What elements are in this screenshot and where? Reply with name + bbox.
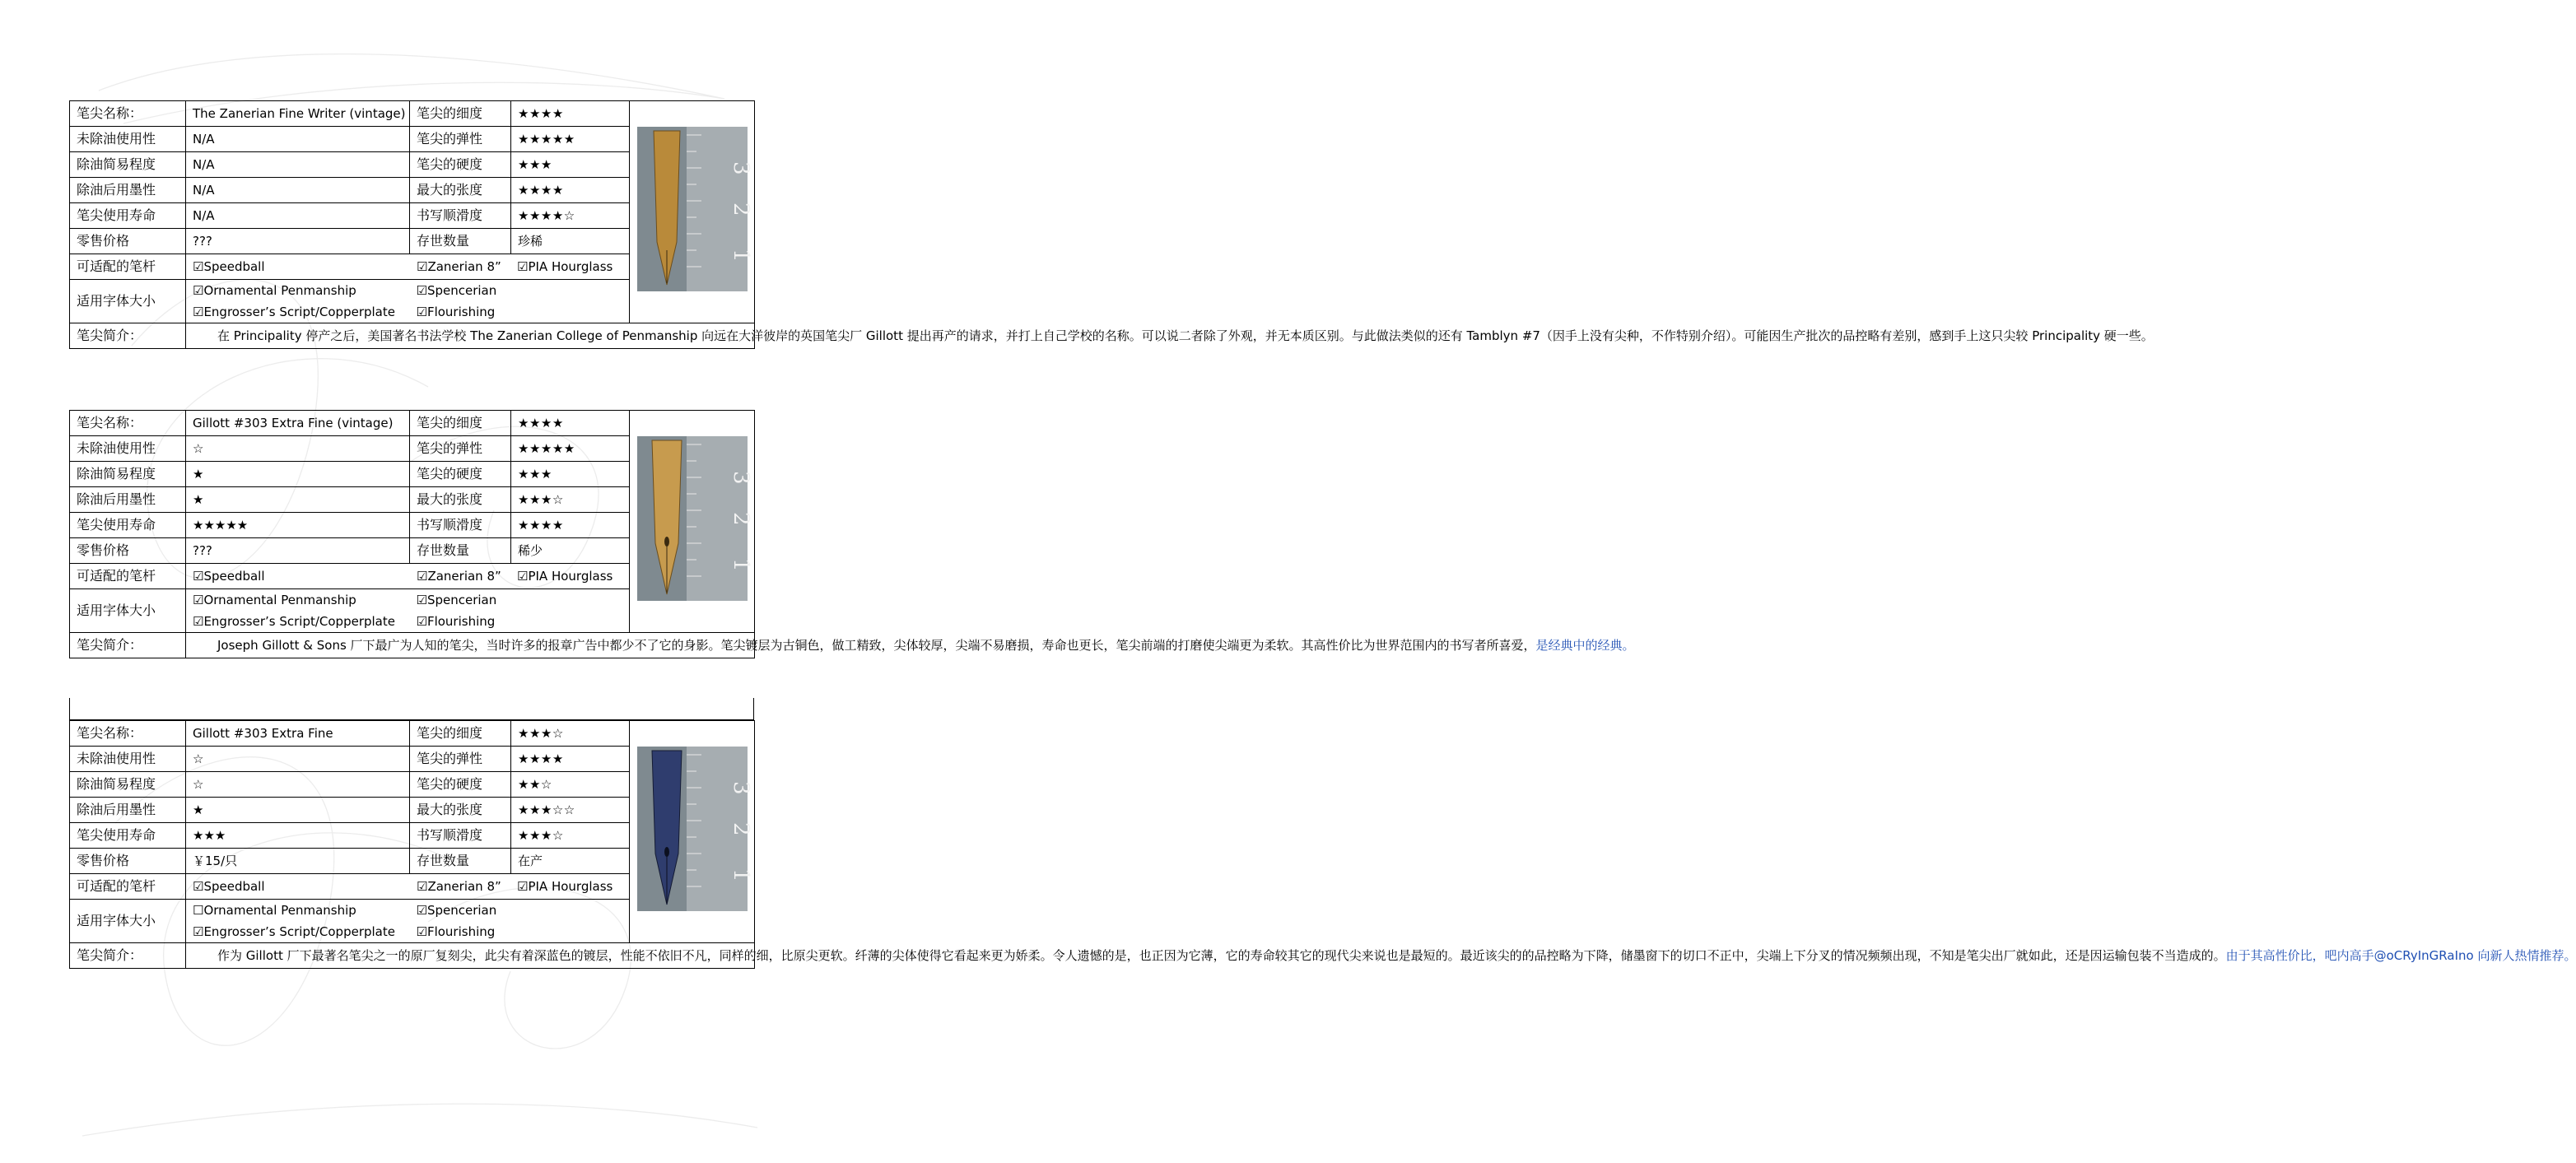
- label-life: 笔尖使用寿命: [70, 513, 186, 538]
- holder-pia: ☑PIA Hourglass: [517, 879, 613, 894]
- script-ornamental: ☑Ornamental Penmanship: [193, 593, 356, 607]
- life-value: N/A: [186, 203, 410, 229]
- script-ornamental: ☑Ornamental Penmanship: [193, 283, 356, 298]
- script-spencerian: ☑Spencerian: [416, 283, 497, 298]
- ease-value: N/A: [186, 152, 410, 178]
- price-value: ???: [186, 229, 410, 254]
- label-spread: 最大的张度: [410, 178, 511, 203]
- holder-speedball: ☑Speedball: [193, 569, 265, 584]
- label-ink: 除油后用墨性: [70, 178, 186, 203]
- label-ease: 除油简易程度: [70, 772, 186, 798]
- label-price: 零售价格: [70, 849, 186, 874]
- stock-value: 稀少: [511, 538, 630, 564]
- scripts-col-b: [410, 900, 630, 943]
- label-flex: 笔尖的弹性: [410, 127, 511, 152]
- label-unpolished: 未除油使用性: [70, 747, 186, 772]
- ease-value: ☆: [186, 772, 410, 798]
- script-ornamental: ☐Ornamental Penmanship: [193, 903, 356, 918]
- holder-zanerian: ☑Zanerian 8”: [417, 259, 501, 274]
- label-price: 零售价格: [70, 229, 186, 254]
- svg-text:2: 2: [728, 511, 753, 526]
- label-flex: 笔尖的弹性: [410, 436, 511, 462]
- hardness-rating: ★★☆: [511, 772, 630, 798]
- stock-value: 在产: [511, 849, 630, 874]
- script-flourishing: ☑Flourishing: [416, 305, 496, 319]
- ink-value: N/A: [186, 178, 410, 203]
- holder-pia: ☑PIA Hourglass: [517, 259, 613, 274]
- fineness-rating: ★★★★: [511, 411, 630, 436]
- holder-speedball: ☑Speedball: [193, 879, 265, 894]
- script-flourishing: ☑Flourishing: [416, 924, 496, 939]
- scripts-col-a: [186, 589, 410, 633]
- nib-card-1: [69, 100, 2154, 349]
- label-intro: 笔尖简介：: [70, 943, 186, 969]
- script-spencerian: ☑Spencerian: [416, 903, 497, 918]
- label-ease: 除油简易程度: [70, 152, 186, 178]
- label-life: 笔尖使用寿命: [70, 203, 186, 229]
- scripts-col-b: [410, 280, 630, 323]
- script-engrosser: ☑Engrosser’s Script/Copperplate: [193, 614, 395, 629]
- svg-text:2: 2: [728, 202, 753, 216]
- nib-name: Gillott #303 Extra Fine: [186, 721, 410, 747]
- label-smooth: 书写顺滑度: [410, 513, 511, 538]
- holder-pia: ☑PIA Hourglass: [517, 569, 613, 584]
- label-name: 笔尖名称：: [70, 411, 186, 436]
- label-fineness: 笔尖的细度: [410, 411, 511, 436]
- intro-text: Joseph Gillott & Sons 厂下最广为人知的笔尖，当时许多的报章广告中都少不了它的身影。笔尖镀层为古铜色，做工精致，尖体较厚，尖端不易磨损，寿命也更长，笔尖前端的打磨使尖端更为柔软。其高性价比为世界范围内的书写者所喜爱，: [217, 638, 1536, 653]
- label-stock: 存世数量: [410, 229, 511, 254]
- unpolished-value: ☆: [186, 436, 410, 462]
- nib-photo: [637, 436, 753, 601]
- flex-rating: ★★★★: [511, 747, 630, 772]
- label-spread: 最大的张度: [410, 798, 511, 823]
- script-flourishing: ☑Flourishing: [416, 614, 496, 629]
- spread-rating: ★★★☆: [511, 487, 630, 513]
- nib-card-2: [69, 410, 1635, 658]
- label-ink: 除油后用墨性: [70, 487, 186, 513]
- svg-text:3: 3: [728, 780, 753, 795]
- label-hardness: 笔尖的硬度: [410, 462, 511, 487]
- nib-photo-cell: [630, 101, 755, 323]
- intro-highlight: 由于其高性价比，吧内高手@oCRyInGRaIno 向新人热情推荐。: [2225, 948, 2576, 963]
- holders-list: [186, 874, 630, 900]
- label-stock: 存世数量: [410, 538, 511, 564]
- label-flex: 笔尖的弹性: [410, 747, 511, 772]
- fineness-rating: ★★★☆: [511, 721, 630, 747]
- spread-rating: ★★★☆☆: [511, 798, 630, 823]
- scripts-col-a: [186, 280, 410, 323]
- label-fineness: 笔尖的细度: [410, 101, 511, 127]
- label-hardness: 笔尖的硬度: [410, 772, 511, 798]
- label-ink: 除油后用墨性: [70, 798, 186, 823]
- svg-text:1: 1: [728, 868, 753, 882]
- nib-intro: [186, 323, 2154, 349]
- nib-name: Gillott #303 Extra Fine (vintage): [186, 411, 410, 436]
- label-holders: 可适配的笔杆: [70, 874, 186, 900]
- label-stock: 存世数量: [410, 849, 511, 874]
- svg-text:2: 2: [728, 821, 753, 836]
- label-scripts: 适用字体大小: [70, 280, 186, 323]
- unpolished-value: ☆: [186, 747, 410, 772]
- label-holders: 可适配的笔杆: [70, 254, 186, 280]
- label-life: 笔尖使用寿命: [70, 823, 186, 849]
- label-smooth: 书写顺滑度: [410, 203, 511, 229]
- label-smooth: 书写顺滑度: [410, 823, 511, 849]
- script-engrosser: ☑Engrosser’s Script/Copperplate: [193, 924, 395, 939]
- svg-text:3: 3: [728, 160, 753, 175]
- label-intro: 笔尖简介：: [70, 633, 186, 658]
- nib-intro: [186, 943, 2576, 969]
- life-value: ★★★★★: [186, 513, 410, 538]
- script-spencerian: ☑Spencerian: [416, 593, 497, 607]
- fineness-rating: ★★★★: [511, 101, 630, 127]
- intro-text: 作为 Gillott 厂下最著名笔尖之一的原厂复刻尖，此尖有着深蓝色的镀层，性能不依旧不凡，同样的细，比原尖更软。纤薄的尖体使得它看起来更为娇柔。令人遗憾的是，也正因为它薄，它的寿命较其它的现代尖来说也是最短的。最近该尖的的品控略为下降，储墨窗下的切口不正中，尖端上下分叉的情况频频出现，不知是笔尖出厂就如此，还是因运输包装不当造成的。: [217, 948, 2226, 963]
- spread-rating: ★★★★: [511, 178, 630, 203]
- intro-highlight: 是经典中的经典。: [1535, 638, 1635, 653]
- label-hardness: 笔尖的硬度: [410, 152, 511, 178]
- holder-zanerian: ☑Zanerian 8”: [417, 569, 501, 584]
- smooth-rating: ★★★★: [511, 513, 630, 538]
- ink-value: ★: [186, 487, 410, 513]
- intro-text: 在 Principality 停产之后，美国著名书法学校 The Zanerian College of Penmanship 向远在大洋彼岸的英国笔尖厂 Gillott 提出再产的请求，并打上自己学校的名称。可以说二者除了外观，并无本质区别。与此做法类似的还有 Tamblyn #7（因手上没有尖种，不作特别介绍）。可能因生产批次的品控略有差别，感到手上这只尖较 Principality 硬一些。: [217, 328, 2154, 343]
- table-spacer-row: [69, 698, 754, 720]
- label-holders: 可适配的笔杆: [70, 564, 186, 589]
- label-price: 零售价格: [70, 538, 186, 564]
- smooth-rating: ★★★☆: [511, 823, 630, 849]
- scripts-col-b: [410, 589, 630, 633]
- unpolished-value: N/A: [186, 127, 410, 152]
- life-value: ★★★: [186, 823, 410, 849]
- holder-zanerian: ☑Zanerian 8”: [417, 879, 501, 894]
- label-name: 笔尖名称：: [70, 721, 186, 747]
- holders-list: [186, 564, 630, 589]
- label-fineness: 笔尖的细度: [410, 721, 511, 747]
- stock-value: 珍稀: [511, 229, 630, 254]
- smooth-rating: ★★★★☆: [511, 203, 630, 229]
- ease-value: ★: [186, 462, 410, 487]
- nib-intro: [186, 633, 1635, 658]
- svg-text:3: 3: [728, 470, 753, 485]
- label-scripts: 适用字体大小: [70, 589, 186, 633]
- label-ease: 除油简易程度: [70, 462, 186, 487]
- label-scripts: 适用字体大小: [70, 900, 186, 943]
- nib-photo-cell: [630, 721, 755, 943]
- label-name: 笔尖名称：: [70, 101, 186, 127]
- nib-card-3: [69, 720, 2576, 969]
- nib-name: The Zanerian Fine Writer (vintage): [186, 101, 410, 127]
- holders-list: [186, 254, 630, 280]
- hardness-rating: ★★★: [511, 462, 630, 487]
- script-engrosser: ☑Engrosser’s Script/Copperplate: [193, 305, 395, 319]
- nib-photo: [637, 127, 753, 291]
- ink-value: ★: [186, 798, 410, 823]
- label-unpolished: 未除油使用性: [70, 127, 186, 152]
- label-spread: 最大的张度: [410, 487, 511, 513]
- flex-rating: ★★★★★: [511, 127, 630, 152]
- price-value: ???: [186, 538, 410, 564]
- flex-rating: ★★★★★: [511, 436, 630, 462]
- hardness-rating: ★★★: [511, 152, 630, 178]
- label-unpolished: 未除油使用性: [70, 436, 186, 462]
- svg-text:1: 1: [728, 248, 753, 263]
- nib-photo: [637, 747, 753, 911]
- scripts-col-a: [186, 900, 410, 943]
- nib-photo-cell: [630, 411, 755, 633]
- holder-speedball: ☑Speedball: [193, 259, 265, 274]
- label-intro: 笔尖简介：: [70, 323, 186, 349]
- price-value: ￥15/只: [186, 849, 410, 874]
- svg-text:1: 1: [728, 557, 753, 572]
